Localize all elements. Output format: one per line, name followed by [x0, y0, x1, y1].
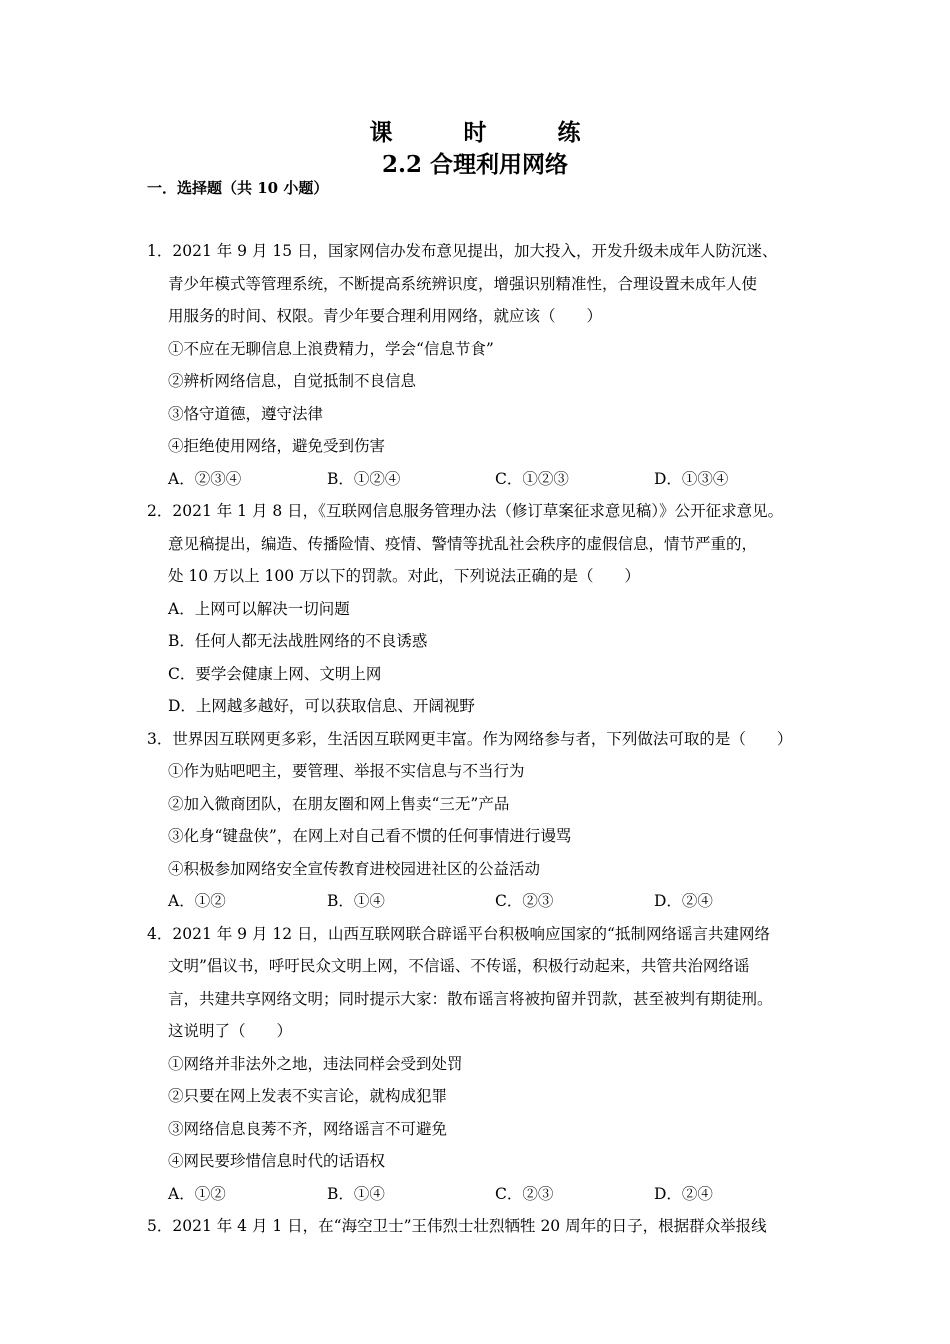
question-2-stem-line-1: 2．2021 年 1 月 8 日，《互联网信息服务管理办法（修订草案征求意见稿）》公开征求意见。 [147, 502, 784, 520]
question-3-option-c: C．②③ [495, 892, 554, 910]
question-4-stem-line-4: 这说明了（ ） [168, 1022, 293, 1040]
question-3-item-1: ①作为贴吧吧主，要管理、举报不实信息与不当行为 [168, 762, 525, 780]
question-4-item-1: ①网络并非法外之地，违法同样会受到处罚 [168, 1055, 463, 1073]
question-3-option-a: A．①② [168, 892, 226, 910]
question-4-item-2: ②只要在网上发表不实言论，就构成犯罪 [168, 1087, 448, 1105]
question-4-stem-line-3: 言，共建共享网络文明；同时提示大家：散布谣言将被拘留并罚款，甚至被判有期徒刑。 [168, 990, 773, 1008]
question-4-option-b: B．①④ [327, 1185, 385, 1203]
question-3-stem-line-1: 3．世界因互联网更多彩，生活因互联网更丰富。作为网络参与者，下列做法可取的是（ ） [147, 730, 793, 748]
question-4-item-4: ④网民要珍惜信息时代的话语权 [168, 1152, 386, 1170]
question-3-option-d: D．②④ [654, 892, 713, 910]
section-heading: 一．选择题（共 10 小题） [147, 179, 329, 197]
question-4-stem-line-1: 4．2021 年 9 月 12 日，山西互联网联合辟谣平台积极响应国家的“抵制网络谣言共建网络 [147, 925, 770, 943]
question-3-item-2: ②加入微商团队，在朋友圈和网上售卖“三无”产品 [168, 795, 510, 813]
question-1-item-2: ②辨析网络信息，自觉抵制不良信息 [168, 372, 417, 390]
question-1-stem-line-3: 用服务的时间、权限。青少年要合理利用网络，就应该（ ） [168, 307, 603, 325]
question-2-option-c: C．要学会健康上网、文明上网 [168, 665, 382, 683]
question-3-item-3: ③化身“键盘侠”，在网上对自己看不惯的任何事情进行谩骂 [168, 827, 572, 845]
question-2-option-b: B．任何人都无法战胜网络的不良诱惑 [168, 632, 428, 650]
question-2-option-d: D．上网越多越好，可以获取信息、开阔视野 [168, 697, 475, 715]
question-4-option-a: A．①② [168, 1185, 226, 1203]
question-1-option-a: A．②③④ [168, 470, 242, 488]
question-3-item-4: ④积极参加网络安全宣传教育进校园进社区的公益活动 [168, 860, 541, 878]
question-1-item-3: ③恪守道德，遵守法律 [168, 405, 324, 423]
question-3-option-b: B．①④ [327, 892, 385, 910]
question-1-stem-line-2: 青少年模式等管理系统，不断提高系统辨识度，增强识别精准性，合理设置未成年人使 [168, 275, 758, 293]
question-1-option-b: B．①②④ [327, 470, 401, 488]
question-2-stem-line-3: 处 10 万以上 100 万以下的罚款。对此，下列说法正确的是（ ） [168, 567, 641, 585]
question-4-item-3: ③网络信息良莠不齐，网络谣言不可避免 [168, 1120, 448, 1138]
page-subtitle: 2.2 合理利用网络 [381, 151, 569, 178]
question-2-option-a: A．上网可以解决一切问题 [168, 600, 350, 618]
question-4-option-c: C．②③ [495, 1185, 554, 1203]
question-1-item-1: ①不应在无聊信息上浪费精力，学会“信息节食” [168, 340, 494, 358]
question-5-stem-line-1: 5．2021 年 4 月 1 日，在“海空卫士”王伟烈士壮烈牺牲 20 周年的日子，根据群众举报线 [147, 1217, 767, 1235]
question-1-stem-line-1: 1．2021 年 9 月 15 日，国家网信办发布意见提出，加大投入，开发升级未成年人防沉迷、 [147, 242, 778, 260]
question-4-option-d: D．②④ [654, 1185, 713, 1203]
question-1-option-c: C．①②③ [495, 470, 569, 488]
question-4-stem-line-2: 文明”倡议书，呼吁民众文明上网，不信谣、不传谣，积极行动起来，共管共治网络谣 [168, 957, 750, 975]
question-1-option-d: D．①③④ [654, 470, 729, 488]
question-1-item-4: ④拒绝使用网络，避免受到伤害 [168, 437, 386, 455]
page-title: 课 时 练 [369, 119, 605, 146]
question-2-stem-line-2: 意见稿提出，编造、传播险情、疫情、警情等扰乱社会秩序的虚假信息，情节严重的， [168, 535, 758, 553]
